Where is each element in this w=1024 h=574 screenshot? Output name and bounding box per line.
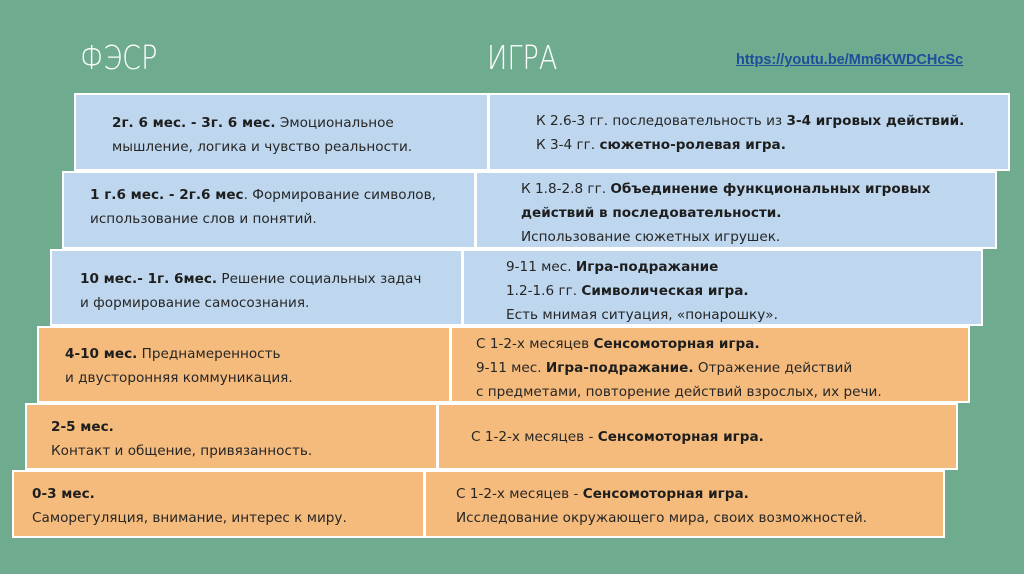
- game-cell: [424, 470, 945, 538]
- table-row: [12, 470, 945, 538]
- fesr-text: и формирование самосознания.: [80, 295, 310, 311]
- age-range: 0-3 мес.: [32, 486, 95, 502]
- fesr-line: [65, 342, 449, 366]
- game-text: К 1.8-2.8 гг.: [521, 181, 611, 197]
- game-type: Сенсомоторная игра.: [593, 336, 760, 352]
- age-range: 1 г.6 мес. - 2г.6 мес: [90, 187, 244, 203]
- fesr-cell: [62, 171, 476, 249]
- game-line: [471, 425, 956, 449]
- game-type: сюжетно-ролевая игра.: [599, 137, 786, 153]
- fesr-line: [112, 111, 487, 135]
- fesr-line: [112, 135, 487, 159]
- table-row: [37, 326, 970, 403]
- game-line: [506, 303, 981, 327]
- game-text: 9-11 мес.: [506, 259, 576, 275]
- game-line: [521, 225, 995, 249]
- game-line: [506, 279, 981, 303]
- fesr-line: [90, 183, 474, 207]
- game-title: ИГРА: [487, 38, 558, 77]
- fesr-text: Решение социальных задач: [217, 271, 422, 287]
- game-text: К 2.6-3 гг. последовательность из: [536, 113, 787, 129]
- game-line: [476, 380, 968, 404]
- game-cell: [488, 93, 1010, 171]
- game-text: С 1-2-х месяцев -: [456, 486, 583, 502]
- fesr-line: [51, 415, 436, 439]
- game-text: С 1-2-х месяцев: [476, 336, 594, 352]
- game-line: [456, 506, 943, 530]
- fesr-cell: [50, 249, 463, 326]
- game-type: Игра-подражание: [575, 259, 719, 275]
- game-line: [521, 201, 995, 225]
- game-line: [476, 332, 968, 356]
- fesr-text: . Формирование символов,: [243, 187, 436, 203]
- game-type: Сенсомоторная игра.: [597, 429, 764, 445]
- game-type: Сенсомоторная игра.: [582, 486, 749, 502]
- game-line: [476, 356, 968, 380]
- game-cell: [462, 249, 983, 326]
- game-text: с предметами, повторение действий взрослых, их речи.: [476, 384, 882, 400]
- fesr-text: Контакт и общение, привязанность.: [51, 443, 313, 459]
- age-range: 10 мес.- 1г. 6мес.: [80, 271, 218, 287]
- fesr-text: мышление, логика и чувство реальности.: [112, 139, 413, 155]
- game-line: [536, 133, 1008, 157]
- fesr-text: Преднамеренность: [137, 346, 281, 362]
- game-text: 9-11 мес.: [476, 360, 546, 376]
- age-range: 2г. 6 мес. - 3г. 6 мес.: [112, 115, 276, 131]
- game-text: Есть мнимая ситуация, «понарошку».: [506, 307, 778, 323]
- game-line: [536, 109, 1008, 133]
- game-cell: [437, 403, 958, 470]
- table-row: [50, 249, 983, 326]
- fesr-line: [80, 267, 461, 291]
- fesr-cell: [25, 403, 438, 470]
- game-type: Объединение функциональных игровых: [610, 181, 931, 197]
- game-text: С 1-2-х месяцев -: [471, 429, 598, 445]
- game-cell: [475, 171, 997, 249]
- table-row: [74, 93, 1010, 171]
- game-text: К 3-4 гг.: [536, 137, 600, 153]
- age-range: 4-10 мес.: [65, 346, 138, 362]
- game-text: Исследование окружающего мира, своих возможностей.: [456, 510, 867, 526]
- game-type: действий в последовательности.: [521, 205, 782, 221]
- game-type: 3-4 игровых действий.: [786, 113, 965, 129]
- table-row: [25, 403, 958, 470]
- fesr-line: [51, 439, 436, 463]
- game-text: Отражение действий: [693, 360, 853, 376]
- age-range: 2-5 мес.: [51, 419, 114, 435]
- fesr-line: [65, 366, 449, 390]
- fesr-line: [80, 291, 461, 315]
- fesr-title: ФЭСР: [80, 38, 158, 77]
- game-type: Игра-подражание.: [545, 360, 694, 376]
- fesr-cell: [37, 326, 451, 403]
- game-text: Использование сюжетных игрушек.: [521, 229, 781, 245]
- game-text: 1.2-1.6 гг.: [506, 283, 582, 299]
- fesr-line: [32, 506, 423, 530]
- fesr-text: и двусторонняя коммуникация.: [65, 370, 293, 386]
- fesr-text: Эмоциональное: [275, 115, 394, 131]
- game-cell: [450, 326, 970, 403]
- fesr-line: [32, 482, 423, 506]
- game-line: [521, 177, 995, 201]
- table-row: [62, 171, 997, 249]
- youtube-link[interactable]: https://youtu.be/Mm6KWDCHcSc: [736, 52, 964, 68]
- fesr-text: использование слов и понятий.: [90, 211, 317, 227]
- fesr-cell: [74, 93, 489, 171]
- game-line: [456, 482, 943, 506]
- fesr-text: Саморегуляция, внимание, интерес к миру.: [32, 510, 347, 526]
- fesr-line: [90, 207, 474, 231]
- game-type: Символическая игра.: [581, 283, 749, 299]
- game-line: [506, 255, 981, 279]
- fesr-cell: [12, 470, 425, 538]
